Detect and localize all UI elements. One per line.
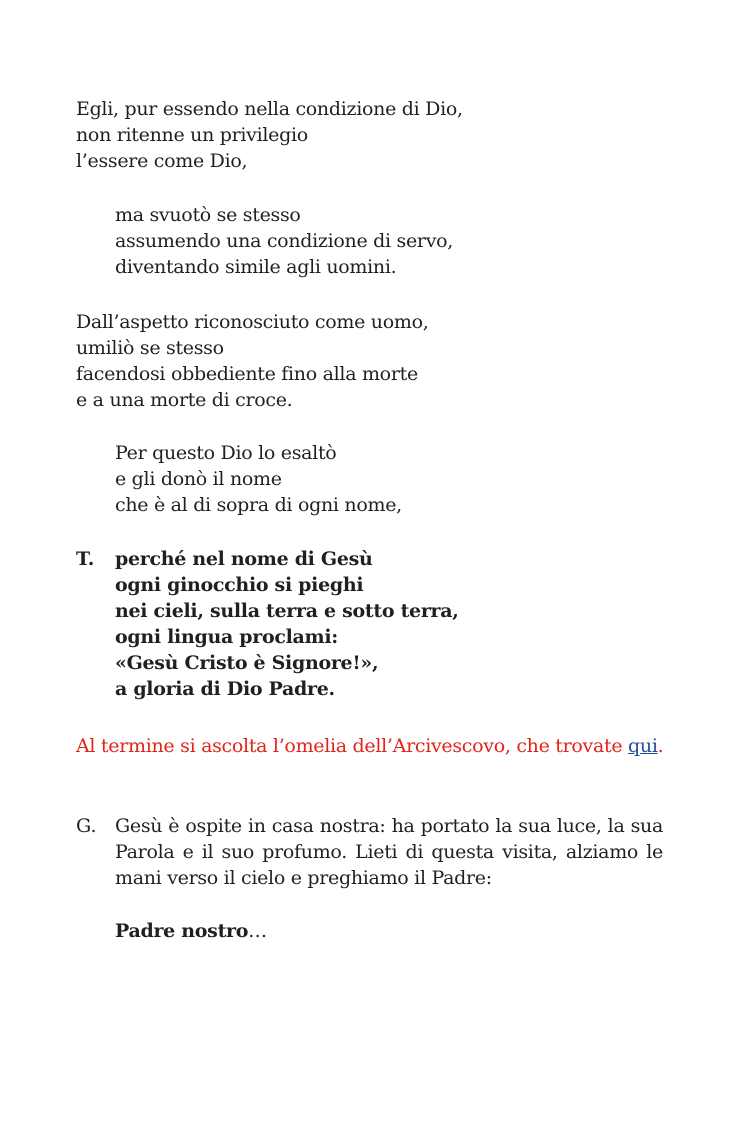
- prayer-ellipsis: …: [248, 920, 267, 942]
- verse-line: che è al di sopra di ogni nome,: [115, 494, 402, 516]
- rubric-text: Al termine si ascolta l’omelia dell’Arcivescovo, che trovate: [76, 735, 629, 757]
- verse-line: assumendo una condizione di servo,: [115, 230, 454, 252]
- response-line: ogni ginocchio si pieghi: [115, 574, 364, 596]
- homily-link[interactable]: qui: [628, 735, 658, 757]
- prayer-line: [115, 918, 267, 944]
- response-line: nei cieli, sulla terra e sotto terra,: [115, 600, 459, 622]
- verse-line: e a una morte di croce.: [76, 389, 293, 411]
- rubric-note: [76, 733, 663, 759]
- guide-text: Gesù è ospite in casa nostra: ha portato la sua luce, la sua Parola e il suo profumo. Lieti di questa visita, alziamo le mani verso il cielo e preghiamo il Padre:: [115, 815, 663, 889]
- prayer-title: Padre nostro: [115, 920, 249, 942]
- verse-line: e gli donò il nome: [115, 468, 282, 490]
- verse-line: Dall’aspetto riconosciuto come uomo,: [76, 311, 429, 333]
- response-marker: T.: [76, 548, 95, 570]
- response-line: ogni lingua proclami:: [115, 626, 338, 648]
- guide-marker: G.: [76, 815, 97, 837]
- verse-line: diventando simile agli uomini.: [115, 256, 397, 278]
- verse-line: non ritenne un privilegio: [76, 124, 308, 146]
- response-line: perché nel nome di Gesù: [115, 548, 373, 570]
- response-line: «Gesù Cristo è Signore!»,: [115, 652, 379, 674]
- verse-line: Egli, pur essendo nella condizione di Dio,: [76, 98, 463, 120]
- verse-line: umiliò se stesso: [76, 337, 224, 359]
- verse-line: Per questo Dio lo esaltò: [115, 442, 337, 464]
- verse-line: facendosi obbediente fino alla morte: [76, 363, 418, 385]
- response-line: a gloria di Dio Padre.: [115, 678, 335, 700]
- verse-line: ma svuotò se stesso: [115, 204, 301, 226]
- verse-line: l’essere come Dio,: [76, 150, 248, 172]
- rubric-end: .: [657, 735, 664, 757]
